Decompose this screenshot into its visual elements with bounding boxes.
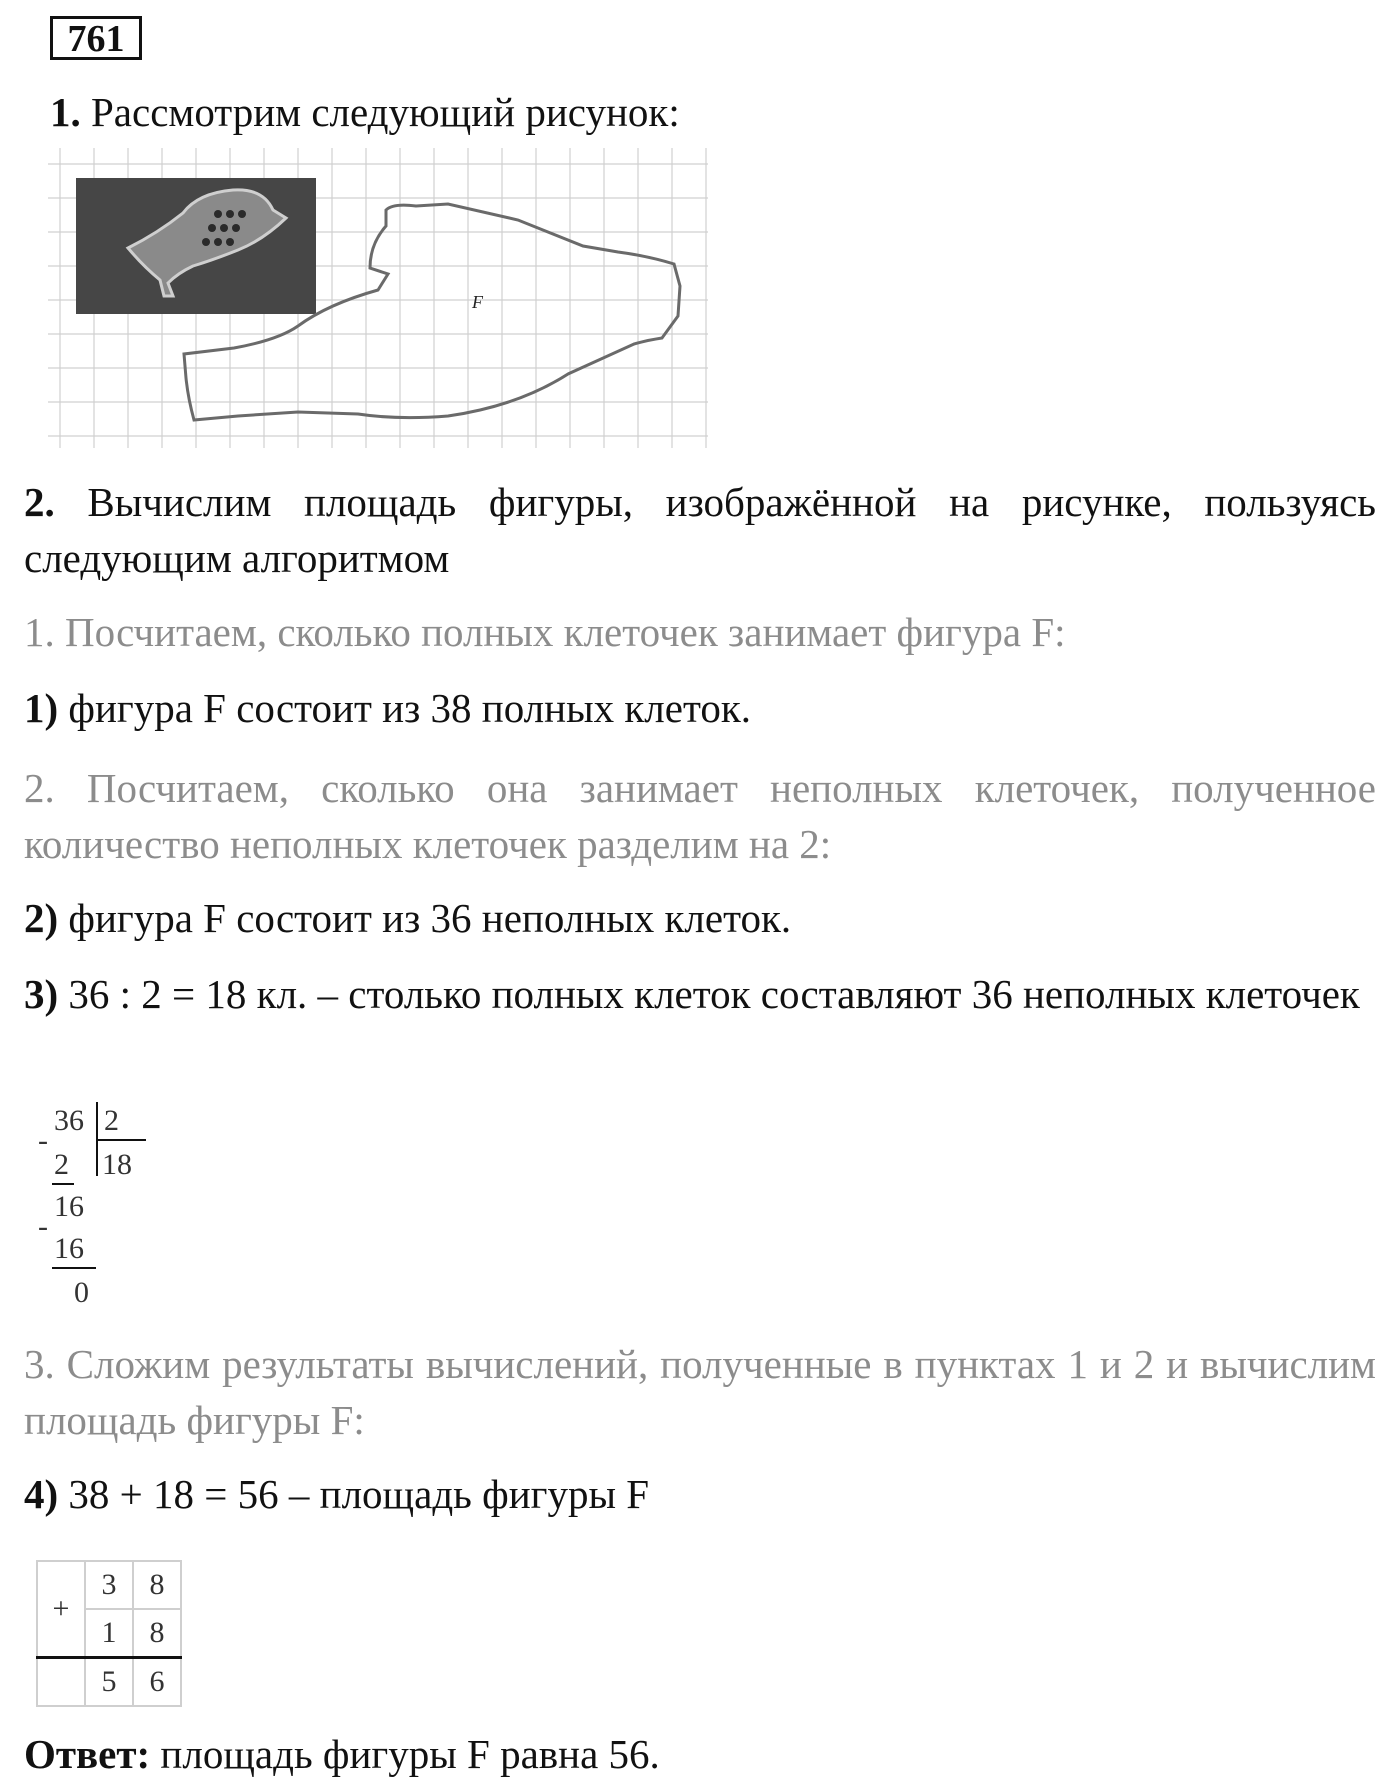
addition-result-row bbox=[37, 1658, 181, 1707]
algo-step3: 3. Сложим результаты вычислений, полученные в пунктах 1 и 2 и вычислим площадь фигуры F: bbox=[24, 1341, 1376, 1443]
grid-figure bbox=[48, 148, 708, 448]
algo-step1: 1. Посчитаем, сколько полных клеточек занимает фигура F: bbox=[24, 609, 1066, 655]
division-remainder-2: 0 bbox=[74, 1276, 89, 1309]
step1 bbox=[50, 84, 680, 140]
addition-cell: 8 bbox=[133, 1561, 181, 1609]
division-dividend: 36 bbox=[54, 1104, 84, 1137]
figure-f-label: F bbox=[472, 292, 483, 312]
addition-plus-sign: + bbox=[37, 1561, 85, 1658]
division-subtrahend-1: 2 bbox=[54, 1148, 69, 1181]
final-answer bbox=[24, 1726, 1376, 1782]
algo-step2: 2. Посчитаем, сколько она занимает неполных клеточек, полученное количество неполных клеточек разделим на 2: bbox=[24, 765, 1376, 867]
addition-cell: 1 bbox=[85, 1609, 133, 1658]
division-remainder-1: 16 bbox=[54, 1190, 84, 1223]
addition-cell: 3 bbox=[85, 1561, 133, 1609]
step1-number: 1. bbox=[50, 89, 81, 135]
long-division bbox=[34, 1094, 164, 1324]
division-divisor: 2 bbox=[104, 1104, 119, 1137]
answer-step3 bbox=[24, 966, 1376, 1022]
addition-cell-empty bbox=[37, 1658, 85, 1707]
answer-step4-text: 38 + 18 = 56 – площадь фигуры F bbox=[58, 1471, 650, 1517]
division-minus-2: - bbox=[38, 1210, 48, 1243]
answer-step3-number: 3) bbox=[24, 971, 59, 1017]
step2-number: 2. bbox=[24, 479, 55, 525]
addition-cell: 8 bbox=[133, 1609, 181, 1658]
answer-step1 bbox=[24, 680, 1376, 736]
final-answer-text: площадь фигуры F равна 56. bbox=[150, 1731, 660, 1777]
column-addition bbox=[36, 1560, 182, 1707]
answer-step4-number: 4) bbox=[24, 1471, 59, 1517]
addition-row-1 bbox=[37, 1561, 181, 1609]
addition-result-cell: 5 bbox=[85, 1658, 133, 1707]
division-minus-1: - bbox=[38, 1124, 48, 1157]
answer-step3-text: 36 : 2 = 18 кл. – столько полных клеток составляют 36 неполных клеточек bbox=[58, 971, 1360, 1017]
answer-step2 bbox=[24, 890, 1376, 946]
step1-text: Рассмотрим следующий рисунок: bbox=[80, 89, 680, 135]
answer-step2-number: 2) bbox=[24, 895, 59, 941]
division-subtrahend-2: 16 bbox=[54, 1232, 84, 1265]
division-quotient: 18 bbox=[102, 1148, 132, 1181]
final-answer-label: Ответ: bbox=[24, 1731, 151, 1777]
answer-step1-text: фигура F состоит из 38 полных клеток. bbox=[58, 685, 751, 731]
grid-figure-svg bbox=[48, 148, 708, 448]
task-number: 761 bbox=[50, 16, 142, 60]
answer-step1-number: 1) bbox=[24, 685, 59, 731]
answer-step4 bbox=[24, 1466, 1376, 1522]
answer-step2-text: фигура F состоит из 36 неполных клеток. bbox=[58, 895, 792, 941]
step2-text: Вычислим площадь фигуры, изображённой на рисунке, пользуясь следующим алгоритмом bbox=[24, 479, 1376, 581]
step2 bbox=[24, 474, 1376, 586]
bird-stone-image bbox=[76, 178, 316, 314]
addition-result-cell: 6 bbox=[133, 1658, 181, 1707]
